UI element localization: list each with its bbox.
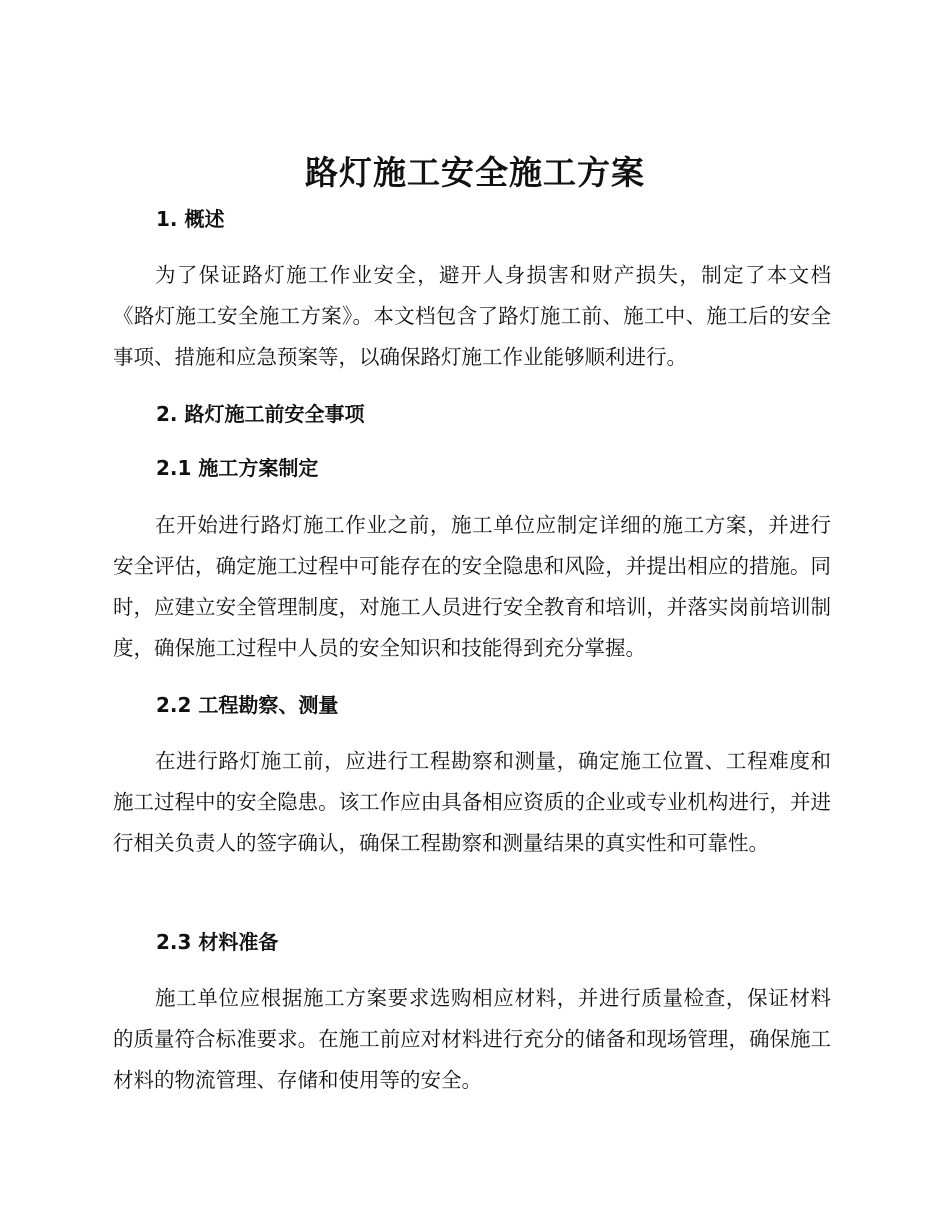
section-paragraph-overview: 为了保证路灯施工作业安全，避开人身损害和财产损失，制定了本文档《路灯施工安全施工方案》。本文档包含了路灯施工前、施工中、施工后的安全事项、措施和应急预案等，以确保路灯施工作业能够顺利进行。 bbox=[113, 263, 831, 369]
section-heading-materials: 2.3 材料准备 bbox=[156, 930, 279, 954]
section-heading-overview: 1. 概述 bbox=[156, 207, 225, 231]
section-heading-survey: 2.2 工程勘察、测量 bbox=[156, 693, 339, 717]
document-title: 路灯施工安全施工方案 bbox=[305, 153, 645, 192]
section-paragraph-construction-plan: 在开始进行路灯施工作业之前，施工单位应制定详细的施工方案，并进行安全评估，确定施工过程中可能存在的安全隐患和风险，并提出相应的措施。同时，应建立安全管理制度，对施工人员进行安全教育和培训，并落实岗前培训制度，确保施工过程中人员的安全知识和技能得到充分掌握。 bbox=[113, 513, 831, 660]
section-paragraph-materials: 施工单位应根据施工方案要求选购相应材料，并进行质量检查，保证材料的质量符合标准要求。在施工前应对材料进行充分的储备和现场管理，确保施工材料的物流管理、存储和使用等的安全。 bbox=[113, 986, 831, 1092]
section-paragraph-survey: 在进行路灯施工前，应进行工程勘察和测量，确定施工位置、工程难度和施工过程中的安全隐患。该工作应由具备相应资质的企业或专业机构进行，并进行相关负责人的签字确认，确保工程勘察和测量结果的真实性和可靠性。 bbox=[113, 749, 831, 855]
section-heading-pre-construction: 2. 路灯施工前安全事项 bbox=[156, 402, 365, 426]
section-heading-construction-plan: 2.1 施工方案制定 bbox=[156, 456, 319, 480]
